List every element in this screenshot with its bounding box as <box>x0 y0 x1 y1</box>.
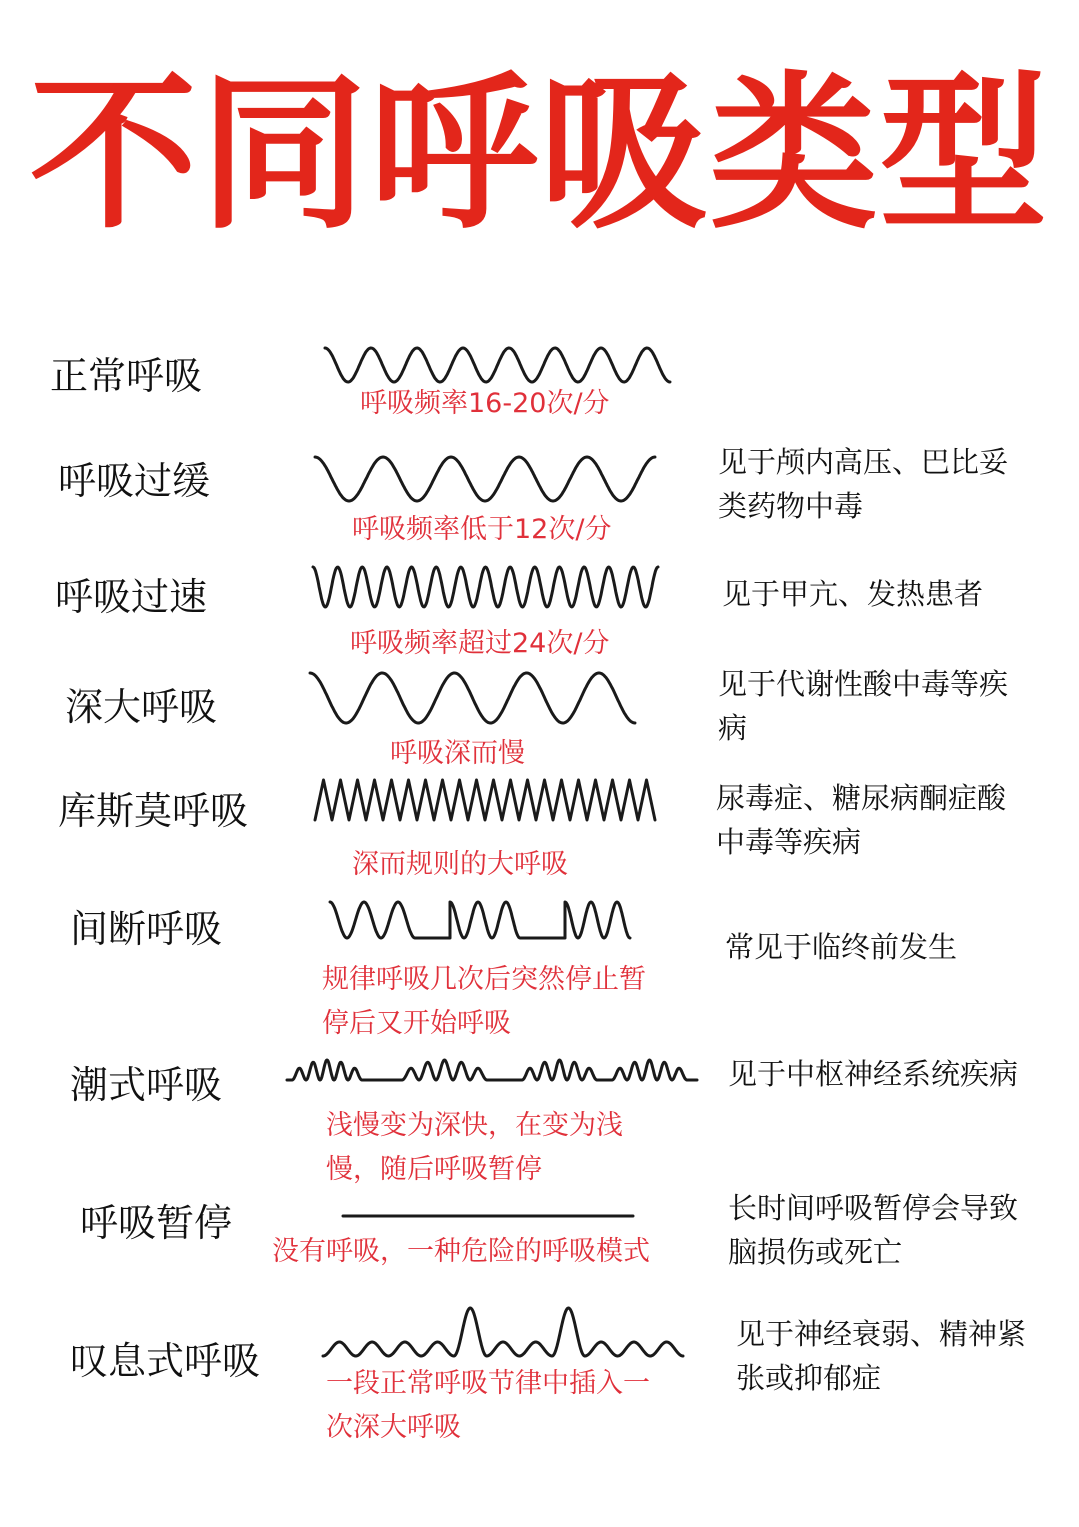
breath-type-description: 常见于临终前发生 <box>725 930 958 964</box>
waveform-sighing <box>318 1298 688 1362</box>
breath-type-note: 深而规则的大呼吸 <box>352 849 568 880</box>
breath-type-name: 叹息式呼吸 <box>70 1339 261 1383</box>
page-title: 不同呼吸类型 <box>29 56 1050 252</box>
breath-type-name: 库斯莫呼吸 <box>58 789 249 833</box>
breath-type-description: 见于中枢神经系统疾病 <box>728 1057 1019 1091</box>
waveform-fast <box>308 562 668 612</box>
breath-type-note: 一段正常呼吸节律中插入一次深大呼吸 <box>326 1368 650 1443</box>
breath-type-note: 规律呼吸几次后突然停止暂停后又开始呼吸 <box>322 964 646 1039</box>
waveform-slow <box>310 452 670 506</box>
breath-type-description: 见于颅内高压、巴比妥类药物中毒 <box>718 445 1009 523</box>
breath-type-note: 呼吸频率16-20次/分 <box>360 388 610 419</box>
breath-type-name: 呼吸过缓 <box>58 459 211 503</box>
breath-type-note: 浅慢变为深快，在变为浅慢，随后呼吸暂停 <box>326 1110 623 1185</box>
waveform-intermittent <box>325 895 645 945</box>
waveform-kussmaul <box>310 775 670 825</box>
waveform-cheyne-stokes <box>282 1042 702 1092</box>
waveform-apnea <box>338 1206 638 1226</box>
breath-type-name: 深大呼吸 <box>65 685 218 729</box>
breath-type-description: 见于神经衰弱、精神紧张或抑郁症 <box>736 1317 1027 1395</box>
breath-type-name: 潮式呼吸 <box>70 1063 223 1107</box>
breath-type-note: 没有呼吸，一种危险的呼吸模式 <box>272 1236 650 1267</box>
breath-type-note: 呼吸深而慢 <box>390 738 525 769</box>
breath-type-name: 正常呼吸 <box>50 354 203 398</box>
breath-type-description: 见于代谢性酸中毒等疾病 <box>718 667 1009 745</box>
waveform-deep <box>305 668 665 728</box>
breath-type-name: 呼吸暂停 <box>80 1201 233 1245</box>
breath-type-name: 间断呼吸 <box>70 907 223 951</box>
breath-type-note: 呼吸频率低于12次/分 <box>352 514 612 545</box>
breath-type-description: 长时间呼吸暂停会导致脑损伤或死亡 <box>728 1191 1019 1269</box>
breath-type-note: 呼吸频率超过24次/分 <box>350 628 610 659</box>
breath-type-description: 见于甲亢、发热患者 <box>722 577 984 611</box>
breath-type-description: 尿毒症、糖尿病酮症酸中毒等疾病 <box>716 781 1007 859</box>
breath-type-name: 呼吸过速 <box>55 575 208 619</box>
